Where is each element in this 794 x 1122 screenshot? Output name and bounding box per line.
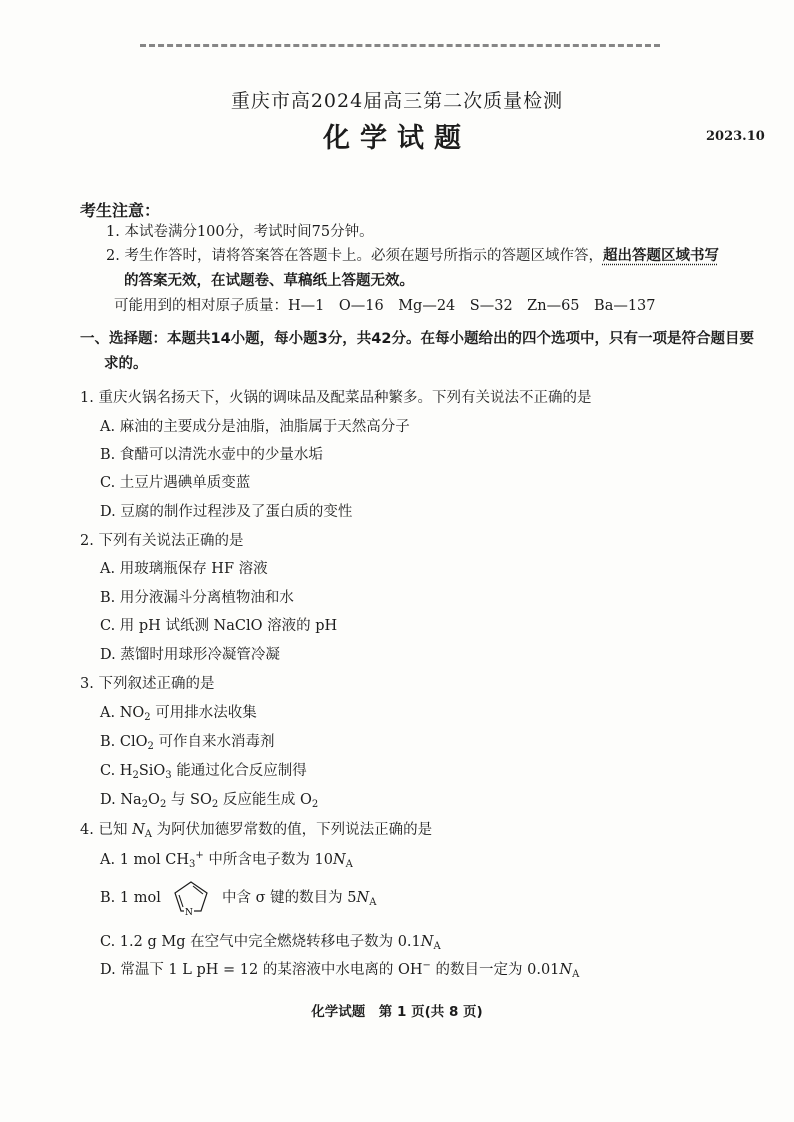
notice-item-2 xyxy=(106,248,719,265)
q4-d-text: D. 常温下 1 L pH = 12 的某溶液中水电离的 OH xyxy=(100,962,423,978)
q1-stem: 1. 重庆火锅名扬天下，火锅的调味品及配菜品种繁多。下列有关说法不正确的是 xyxy=(80,390,592,406)
q2-option-a: A. 用玻璃瓶保存 HF 溶液 xyxy=(100,561,268,577)
exam-title: 化学试题 xyxy=(323,123,471,154)
q4-d-nsub: A xyxy=(572,969,580,980)
q4-option-b xyxy=(100,878,376,918)
q3-c-sub2: 3 xyxy=(165,770,172,781)
q3-d-sub4: 2 xyxy=(311,799,319,810)
q4-a-text: A. 1 mol CH xyxy=(100,852,189,868)
q3-a-text-end: 可用排水法收集 xyxy=(150,705,257,721)
q3-d-sub3: 2 xyxy=(211,799,219,810)
q1-option-b: B. 食醋可以清洗水壶中的少量水垢 xyxy=(100,447,323,463)
atomic-masses: 可能用到的相对原子质量：H—1 O—16 Mg—24 S—32 Zn—65 Ba—137 xyxy=(114,298,656,314)
q2-stem: 2. 下列有关说法正确的是 xyxy=(80,533,244,549)
section-heading-line1: 一、选择题：本题共14小题，每小题3分，共42分。在每小题给出的四个选项中，只有一项是符合题目要 xyxy=(80,331,754,347)
q3-option-a xyxy=(100,705,257,722)
q3-b-sub: 2 xyxy=(147,741,154,752)
q1-option-a: A. 麻油的主要成分是油脂，油脂属于天然高分子 xyxy=(100,419,410,435)
q3-c-text-end: 能通过化合反应制得 xyxy=(171,763,307,779)
exam-subtitle: 重庆市高2024届高三第二次质量检测 xyxy=(230,90,564,112)
q3-d-mid3: 反应能生成 O xyxy=(218,792,312,808)
q4-option-d xyxy=(100,962,579,979)
q2-option-d: D. 蒸馏时用球形冷凝管冷凝 xyxy=(100,647,280,663)
q4-stem-n: N xyxy=(132,822,145,838)
q4-d-mid: 的数目一定为 0.01 xyxy=(430,962,560,978)
q4-c-text: C. 1.2 g Mg 在空气中完全燃烧转移电子数为 0.1 xyxy=(100,934,421,950)
q4-stem-text: 4. 已知 xyxy=(80,822,133,838)
q4-b-n: N xyxy=(356,890,370,906)
q4-d-sup: − xyxy=(422,960,431,971)
q4-b-nsub: A xyxy=(369,897,377,908)
q3-a-text: A. NO xyxy=(100,705,145,721)
q3-c-text: C. H xyxy=(100,763,133,779)
notice-heading: 考生注意： xyxy=(80,201,161,220)
notice-item-2-line2: 的答案无效，在试题卷、草稿纸上答题无效。 xyxy=(124,273,414,289)
q3-d-text: D. Na xyxy=(100,792,142,808)
q3-b-text-end: 可作自来水消毒剂 xyxy=(153,734,275,750)
q3-option-d xyxy=(100,792,318,809)
q4-stem-text-end: 为阿伏加德罗常数的值，下列说法正确的是 xyxy=(151,822,433,838)
notice-item-2-text: 2. 考生作答时，请将答案答在答题卡上。必须在题号所指示的答题区域作答， xyxy=(106,248,603,264)
q4-c-nsub: A xyxy=(433,941,441,952)
top-dashed-line xyxy=(140,44,660,51)
notice-item-1: 1. 本试卷满分100分，考试时间75分钟。 xyxy=(106,224,374,240)
q4-c-n: N xyxy=(420,934,434,950)
pyrrole-ring-structure xyxy=(169,878,213,918)
q3-d-mid2: 与 SO xyxy=(166,792,212,808)
ring-nitrogen-label: N xyxy=(185,908,194,918)
q2-option-c: C. 用 pH 试纸测 NaClO 溶液的 pH xyxy=(100,618,338,634)
q3-d-mid1: O xyxy=(148,792,160,808)
q3-c-sub1: 2 xyxy=(132,770,139,781)
q4-a-mid: 中所含电子数为 10 xyxy=(203,852,333,868)
q3-d-sub1: 2 xyxy=(141,799,149,810)
q4-a-sub: 3 xyxy=(189,859,196,870)
q1-option-d: D. 豆腐的制作过程涉及了蛋白质的变性 xyxy=(100,504,353,520)
q3-c-mid: SiO xyxy=(138,763,166,779)
q3-d-sub2: 2 xyxy=(159,799,167,810)
q4-a-sup: + xyxy=(195,850,204,861)
q3-option-c xyxy=(100,763,307,780)
exam-date: 2023.10 xyxy=(706,129,765,144)
q3-b-text: B. ClO xyxy=(100,734,148,750)
q4-option-a xyxy=(100,852,353,869)
q4-b-mid: 中含 σ 键的数目为 5 xyxy=(222,890,357,906)
section-heading-line2: 求的。 xyxy=(104,356,148,372)
notice-item-2-emphasis: 超出答题区域书写 xyxy=(602,248,719,264)
q4-stem xyxy=(80,822,432,839)
q4-d-n: N xyxy=(559,962,573,978)
q3-a-sub: 2 xyxy=(144,712,151,723)
q4-option-c xyxy=(100,934,441,951)
q1-option-c: C. 土豆片遇碘单质变蓝 xyxy=(100,475,251,491)
q4-b-text: B. 1 mol xyxy=(100,890,161,906)
q3-stem: 3. 下列叙述正确的是 xyxy=(80,676,215,692)
q4-stem-sub: A xyxy=(144,829,152,840)
q2-option-b: B. 用分液漏斗分离植物油和水 xyxy=(100,590,294,606)
page-footer: 化学试题 第 1 页(共 8 页) xyxy=(311,1004,483,1020)
q3-option-b xyxy=(100,734,274,751)
q4-a-n: N xyxy=(332,852,346,868)
q4-a-nsub: A xyxy=(345,859,353,870)
